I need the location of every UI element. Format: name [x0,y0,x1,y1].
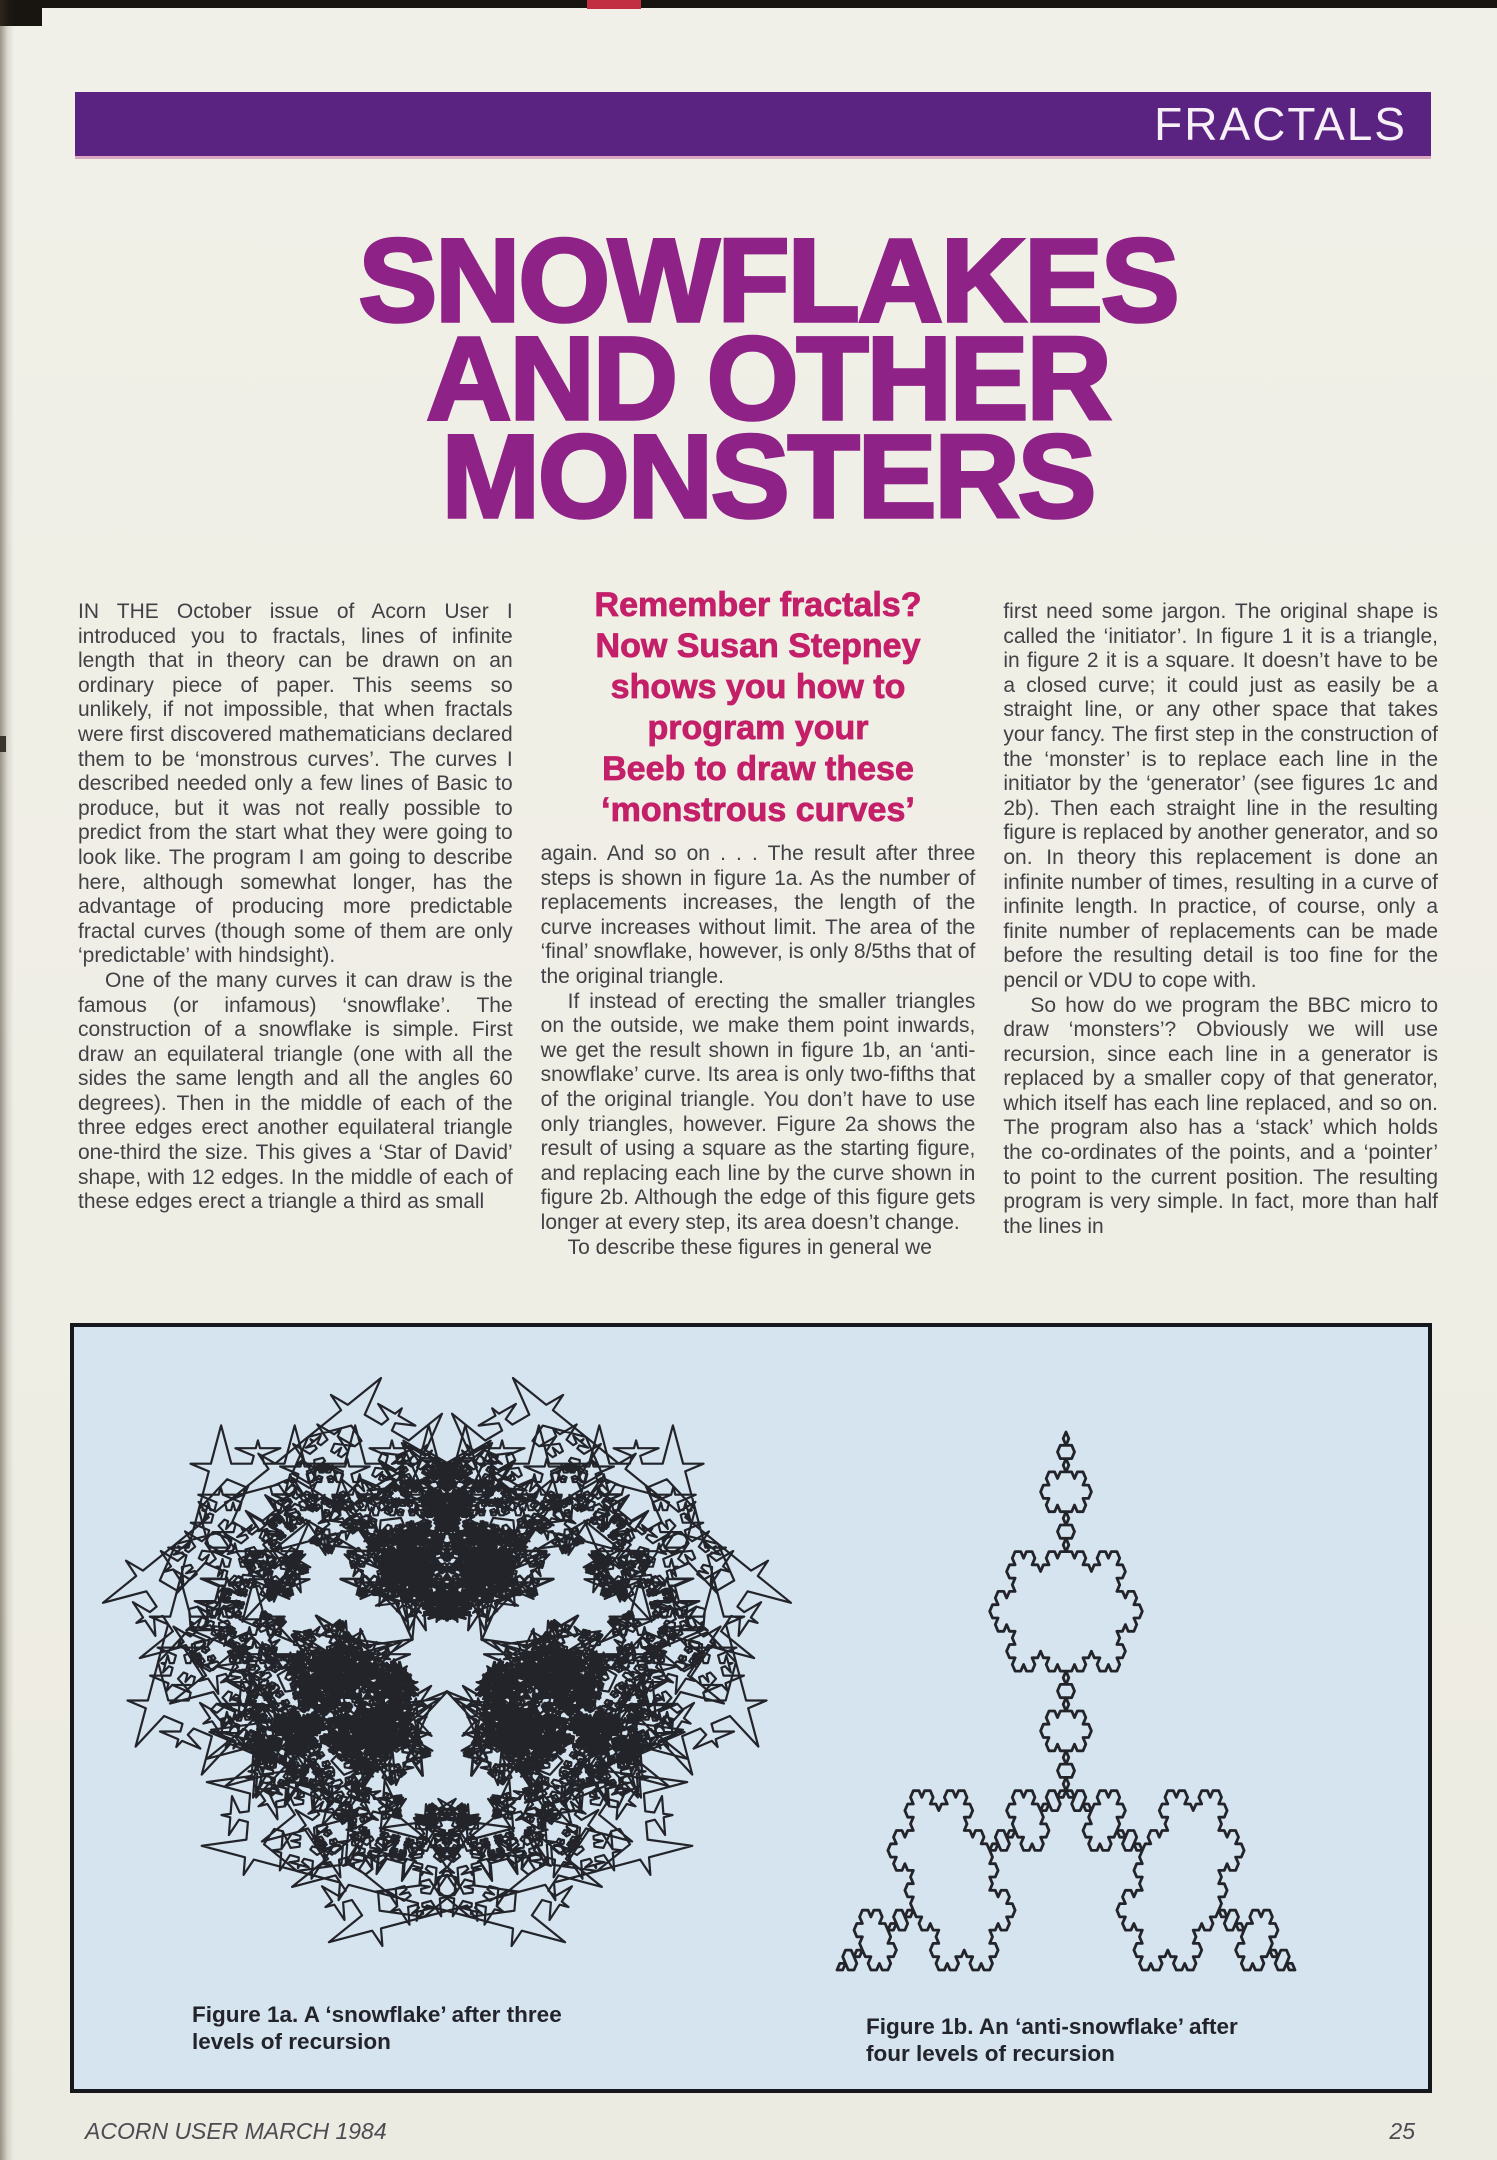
pull-quote-line: program your [647,709,869,747]
body-paragraph: again. And so on . . . The result after three steps is shown in figure 1a. As the number of replacements increases, the length of the curve increases without limit. The area of the ‘final’ snowflake, however, is only 8/5ths that of the original triangle. [540,842,976,988]
body-paragraph: So how do we program the BBC micro to draw ‘monsters’? Obviously we will use recursion, since each line in a generator is replaced by a smaller copy of that generator, which itself has each line replaced, and so on. The program also has a ‘stack’ which holds the co-ordinates of the points, and a ‘pointer’ to point to the current position. The resulting program is very simple. In fact, more than half the lines in [1003,993,1438,1238]
page-footer [85,2118,1415,2145]
body-paragraph: To describe these figures in general we [567,1235,932,1259]
article-title [98,215,1438,543]
anti-snowflake-fractal-path [837,1432,1295,1970]
body-paragraph: If instead of erecting the smaller triangles on the outside, we make them point inwards, we get the result shown in figure 1b, an ‘anti-snowflake’ curve. Its area is only two-fifths that of the original triangle. You don’t have to use only triangles, however. Figure 2a shows the result of using a square as the starting figure, and replacing each line by the curve shown in figure 2b. Although the edge of this figure gets longer at every step, its area doesn’t change. [540,989,976,1234]
pull-quote [541,585,976,831]
body-paragraph: IN THE October issue of Acorn User I introduced you to fractals, lines of infinite length that in theory can be drawn on an ordinary piece of paper. This seems so unlikely, if not impossible, that when fractals were first discovered mathematicians declared them to be ‘monstrous curves’. The curves I described needed only a few lines of Basic to produce, but it was not really possible to predict from the start what they were going to look like. The program I am going to describe here, although somewhat longer, has the advantage of producing more predictable fractal curves (though some of them are only ‘predictable’ with hindsight). [78,600,513,968]
pull-quote-line: Remember fractals? [594,586,922,624]
title-line: AND OTHER [426,313,1110,445]
figure-1a-caption: Figure 1a. A ‘snowflake’ after three levels of recursion [192,2002,562,2054]
figure-panel [70,1323,1432,2093]
pull-quote-line: ‘monstrous curves’ [601,791,915,829]
pull-quote-line: Beeb to draw these [602,750,914,788]
snowflake-fractal-drawing [98,1373,796,1951]
article-body [78,585,1438,1299]
body-paragraph: One of the many curves it can draw is the famous (or infamous) ‘snowflake’. The construction of a snowflake is simple. First draw an equilateral triangle (one with all the sides the same length and all the angles 60 degrees). Then in the middle of each of the three edges erect another equilateral triangle one-third the size. This gives a ‘Star of David’ shape, with 12 edges. In the middle of each of these edges erect a triangle a third as small [78,968,513,1214]
pull-quote-line: shows you how to [610,668,906,706]
title-line: MONSTERS [441,411,1095,543]
figure-1b-caption: Figure 1b. An ‘anti-snowflake’ after four levels of recursion [866,2014,1238,2066]
column-middle-text [541,842,976,1260]
footer-journal: ACORN USER MARCH 1984 [85,2118,387,2144]
column-right [1003,585,1438,1299]
pull-quote-line: Now Susan Stepney [595,627,921,665]
registration-mark [587,0,641,9]
snowflake-fractal-path [103,1378,791,1946]
anti-snowflake-fractal-drawing [832,1427,1300,1975]
section-header-label: FRACTALS [1154,98,1407,150]
title-line: SNOWFLAKES [358,215,1178,347]
column-middle [541,585,976,1299]
body-paragraph: first need some jargon. The original shape is called the ‘initiator’. In figure 1 it is a triangle, in figure 2 it is a square. It doesn’t have to be a closed curve; it could just as easily be a straight line, or any other space that takes your fancy. The first step in the construction of the ‘monster’ is to replace each line in the initiator by the ‘generator’ (see figures 1c and 2b). Then each straight line in the resulting figure is replaced by another generator, and so on. In theory this replacement is done an infinite number of times, resulting in a curve of infinite length. In practice, of course, only a finite number of replacements can be made before the resulting detail is too fine for the pencil or VDU to cope with. [1003,600,1438,992]
scan-edge-mark [0,736,6,752]
scan-top-edge [0,0,1497,8]
section-header-bar [75,92,1431,156]
column-left [78,585,513,1299]
page-gutter-shadow [0,0,14,2160]
footer-page-number: 25 [1389,2118,1415,2144]
